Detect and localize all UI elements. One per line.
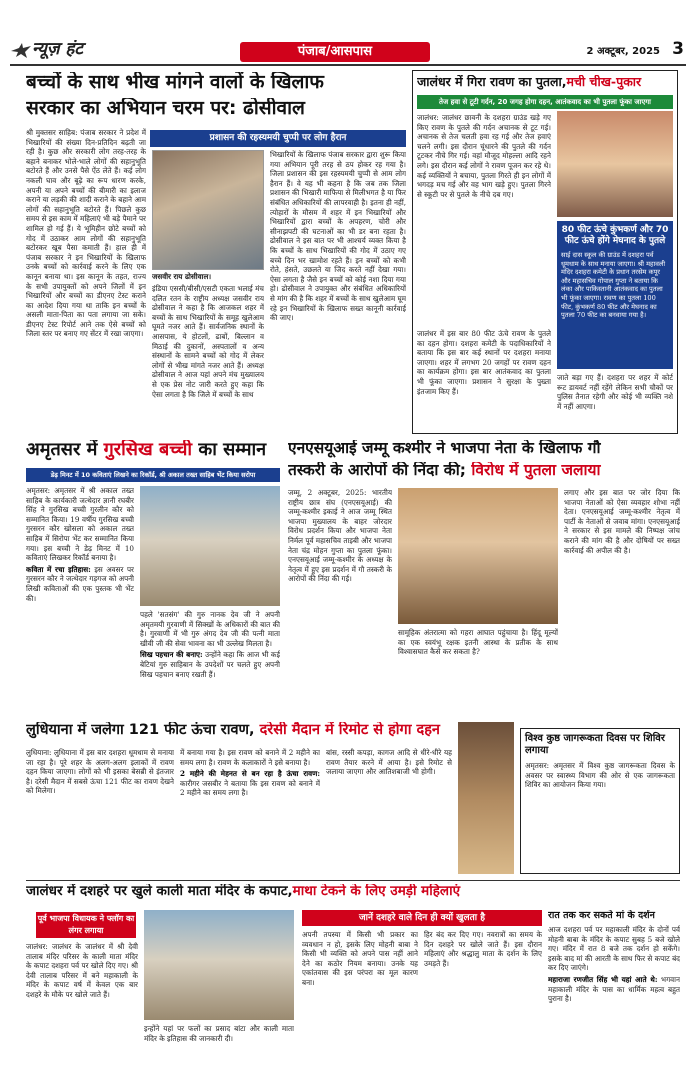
story4-col1-text: जम्मू, 2 अक्टूबर, 2025: भारतीय राष्ट्रीय छात्र संघ (एनएसयूआई) की जम्मू-कश्मीर इकाई ने आज जम्मू स्थित भाजपा मुख्यालय के बाहर जोरदार विरोध प्रदर्शन किया और भाजपा नेता निर्मल पूर्व महासचिव ताइबी और भाजपा नेता चंद्र मोहन गुप्ता का पुतला फूंका। एनएसयूआई जम्मू-कश्मीर के अध्यक्ष के नेतृत्व में हुए इस प्रदर्शन में गौ तस्करी के आरोपों की निंदा की गई। — [288, 488, 392, 584]
story4-headline-1: एनएसयूआई जम्मू कश्मीर ने भाजपा नेता के खिलाफ गौ — [288, 440, 601, 457]
story2-side — [557, 221, 673, 369]
story5-side — [520, 728, 680, 874]
story-nsui-protest — [288, 440, 680, 718]
story6-photo-caption: इन्होंने यहां पर फलों का प्रसाद बांटा और काली माता मंदिर के इतिहास की जानकारी दी। — [144, 1024, 294, 1043]
story1-col2-text: इंडिया एससी/बीसी/एसटी एकता भलाई मंच दलित रतन के राष्ट्रीय अध्यक्ष जसवीर राय ढोसीवाल ने कहा है कि आजकल शहर में बच्चों के साथ भिखारियों के समूह खुलेआम घूमते नजर आते हैं। सार्वजनिक स्थानों के आसपास, ये होटलों, ढाबों, बिल्लान व मिठाई की दुकानों, अस्पतालों व अन्य संस्थानों के सामने बच्चों को गोद में लेकर लोगों से भीख मांगते नजर आते हैं। अध्यक्ष ढोसीवाल ने आज यहां अपने मंच मुख्यालय से एक प्रेस नोट जारी करते हुए कहा कि ऐसा लगता है कि जिले में बच्चों के साथ — [152, 284, 264, 399]
story6-headline — [26, 884, 680, 906]
story6-right-sub: महाराजा रणजीत सिंह भी यहां आते थे: — [548, 974, 658, 984]
story5-side-body: अमृतसर: अमृतसर में विश्व कुष्ठ जागरूकता दिवस के अवसर पर स्वास्थ्य विभाग की ओर से एक जागरूकता शिविर का आयोजन किया गया। — [525, 761, 675, 790]
story6-headline-red: माथा टेकने के लिए उमड़ी महिलाएं — [292, 884, 461, 899]
story1-photo — [152, 150, 264, 270]
story3-col2 — [140, 610, 280, 712]
story6-right-body2: भगवान महाकाली मंदिर के पास का धार्मिक महत्व बहुत पुराना है। — [548, 974, 680, 1004]
story2-col1-text: जालंधर: जालंधर छावनी के दशहरा ग्राउंड खड़े गए किए रावण के पुतले की गर्दन अचानक से टूट गई। अचानक से तेज चलती हवा रह गई और तेज हवाएं चलने लगी। इस दौरान चूंधारने की पुतले की गर्दन टूटकर नीचे गिर गई। वहां मौजूद मोहल्ला आदि रहने लगे। इस दौरान कई लोगों ने रावण पूजन कर रहे थे। कई व्यक्तियों ने बचाया, पुतला गिरते ही इन लोगों में भगदड़ मच गई और वह भाग खड़े हुए। पुतला गिरने से स्कूटी पर से पुतले के नीचे दब गए। — [417, 113, 551, 199]
story5-sub: 2 महीने की मेहनत से बन रहा है ऊंचा रावण: — [180, 769, 320, 779]
story3-headline-2: का सम्मान — [198, 440, 267, 460]
story5-headline-red: दरेसी मैदान में रिमोट से होगा दहन — [259, 722, 440, 738]
story3-col1-text: अमृतसर: अमृतसर में श्री अकाल तख्त साहिब के कार्यकारी जत्थेदार ज्ञानी रघबीर सिंह ने गुरसिख बच्ची गुरलीन कौर को सम्मानित किया। 19 वर्षीय गुरसिख बच्ची गुरसरन कौर खोसला को अकाल तख्त साहिब में सिरोपा भेंट कर सम्मानित किया गया। इस बच्ची ने डेढ़ मिनट में 10 कविताएं लिखकर रिकॉर्ड बनाया है। — [26, 486, 134, 563]
story4-col3 — [564, 488, 680, 716]
story3-sub2: सिख पहचान की बनाए: — [140, 650, 203, 660]
story2-headline — [417, 75, 677, 93]
story1-col1-text: श्री मुक्तसर साहिब: पंजाब सरकार ने प्रदेश में भिखारियों की संख्या दिन-प्रतिदिन बढ़ती जा रही है। कुछ और सरकारी लोग तरह-तरह के बहाने बनाकर भोले-भाले लोगों की सहानुभूति बटोरते हैं और उनसे पैसे ऐंठ लेते हैं। कई लोग नकली घाव और बूढ़े का रूप धारण करके, अपनी या अपने बच्चों की बीमारी का इलाज कराने या लड़की की शादी कराने के बहाने आम लोगों की सहानुभूति बटोरते हैं। पिछले कुछ समय से इस काम में महिलाएं भी बड़े पैमाने पर शामिल हो गई हैं। ये भूमिहीन छोटे बच्चों को गोद में उठाकर आम लोगों की सहानुभूति बटोरकर खूब पैसा कमाती हैं। हाल ही में पंजाब सरकार ने इन भिखारियों के खिलाफ उनके बच्चों को कार्रवाई करने के लिए एक कानून बनाया था। इस कानून के तहत, राज्य के सभी उपायुक्तों को अपने जिलों में इन भिखारियों और बच्चों का डीएनए टेस्ट कराने का आदेश दिया गया था ताकि इन बच्चों के असली माता-पिता का पता लगाया जा सके। डीएनए टेस्ट रिपोर्ट आने तक ऐसे बच्चों को जिला स्तर पर बनाए गए सेंटर में रखा जाएगा। — [26, 128, 146, 339]
story6-right-b — [548, 975, 680, 1004]
story4-headline-red: विरोध में पुतला जलाया — [471, 462, 601, 479]
story1-col3-text: भिखारियों के खिलाफ पंजाब सरकार द्वारा शुरू किया गया अभियान पूरी तरह से ठप होकर रह गया है। जिला प्रशासन की इस रहस्यमयी चुप्पी से आम लोग हैरान हैं। वे यह भी कहना है कि जब तक जिला प्रशासन की भिखारी माफिया से मिलीभगत है या फिर संबंधित अधिकारियों की लापरवाही है। इतना ही नहीं, त्योहारों के मौसम में शहर में इन भिखारियों और भिखारियों द्वारा बच्चों के अपहरण, चोरी और सीनाझपटी की घटनाओं का भी डर बना रहता है। ढोसीवाल ने इस बात पर भी आश्चर्य व्यक्त किया है कि बच्चों के साथ भिखारियों की गोद में उठाए गए बच्चे दिन भर खामोश रहते हैं। इन बच्चों को कभी रोते, हंसते, उछलते या जिद करते नहीं देखा गया। ऐसा लगता है जैसे इन बच्चों को कोई नशा दिया गया हो। ढोसीवाल ने उपायुक्त और संबंधित अधिकारियों से मांग की है कि शहर में बच्चों के साथ खुलेआम घूम रहे इन भिखारियों के खिलाफ सख्त कानूनी कार्रवाई की जाए। — [270, 150, 406, 323]
story1-col2 — [152, 284, 264, 434]
story5-col1 — [26, 748, 174, 874]
story3-col2b-text: उन्होंने कहा कि आज भी कई बेटियां गुरु साहिबान के उपदेशों पर चलते हुए अपनी सिख पहचान बनाए रखती हैं। — [140, 650, 280, 679]
story6-right-title: रात तक कर सकते मां के दर्शन — [548, 910, 655, 921]
story4-photo — [398, 488, 558, 624]
page-number: 3 — [672, 40, 684, 59]
story2-side-body: साई दास स्कूल की ग्राउंड में दशहरा पर्व धूमधाम के साथ मनाया जाएगा। श्री महावली मंदिर दशहरा कमेटी के प्रधान तरसेम कपूर और महासचिव गोपाल गुप्ता ने बताया कि लंका और पाकिस्तानी आतंकवाद का पुतला भी फूंका जाएगा। रावण का पुतला 100 फीट, कुंभकर्ण 80 फीट और मेघनाद का पुतला 70 फीट का बनवाया गया है। — [561, 251, 666, 320]
masthead-date: 2 अक्टूबर, 2025 — [586, 46, 660, 57]
story3-col2b — [140, 650, 280, 679]
story3-photo — [140, 486, 280, 606]
story3-headline — [26, 440, 280, 466]
story2-kicker: तेज हवा से टूटी गर्दन, 20 जगह होगा दहन, आतंकवाद का भी पुतला फूंका जाएगा — [417, 95, 673, 109]
story5-headline-1: लुधियाना में जलेगा 121 फीट ऊंचा रावण, — [26, 722, 255, 738]
story3-col1b — [26, 565, 134, 603]
story3-col2-text: पहले 'सतसंग' की गुरु नानक देव जी ने अपनी अमृतमयी गुरवाणी में सिक्खों के अधिकारों की बात की है। गुरवाणी में भी गुरु अंगद देव जी की पत्नी माता खीवी जी की सेवा भावना का भी उल्लेख मिलता है। — [140, 610, 280, 648]
story5-col2 — [180, 748, 320, 874]
story3-headline-1: अमृतसर में — [26, 440, 98, 460]
masthead-section: पंजाब/आसपास — [240, 42, 430, 62]
story6-photo — [144, 910, 294, 1020]
story-amritsar-girl — [26, 440, 280, 714]
story6-mid-col1 — [302, 930, 418, 1072]
story3-kicker: डेढ़ मिनट में 10 कविताएं लिखने का रिकॉर्ड, श्री अकाल तख्त साहिब भेंट किया सरोपा — [26, 468, 280, 482]
story1-col1 — [26, 128, 146, 434]
story-beggars — [26, 70, 408, 436]
story5-photo — [458, 722, 514, 874]
story5-col2-text: में बनाया गया है। इस रावण को बनाने में 2 महीने का समय लगा है। रावण के कलाकारों ने इसे बनाया है। — [180, 748, 320, 767]
story-kali-mata-temple — [26, 880, 680, 1074]
story1-headline-1: बच्चों के साथ भीख मांगने वालों के खिलाफ — [26, 72, 324, 93]
story3-sub1: कविता में रचा इतिहास: — [26, 564, 91, 574]
eagle-logo-icon — [10, 42, 32, 60]
story-ludhiana-ravan — [26, 722, 680, 876]
story2-side-foot: जाते बड़ा गए हैं। दशहरा पर शहर में कोर्ट रूट डायवर्ट नहीं रहेंगे लेकिन सभी चौकों पर पुलिस तैनात रहेगी और कोई भी व्यक्ति नशे में नहीं आएगा। — [557, 373, 673, 411]
story3-col1 — [26, 486, 134, 712]
story1-kicker: प्रशासन की रहस्यमयी चुप्पी पर लोग हैरान — [150, 130, 406, 147]
masthead-rule — [10, 64, 686, 66]
story6-col1-text: जालंधर: जालंधर के जालंधर में श्री देवी तालाब मंदिर परिसर के काली माता मंदिर के कपाट दशहरा पर्व पर खोले दिए गए। श्री देवी तालाब परिसर में बने महाकाली के मंदिर के कपाट वर्ष में केवल एक बार दशहरे के मौके पर खोले जाते हैं। — [26, 942, 138, 999]
story2-side-title: 80 फीट ऊंचे कुंभकर्ण और 70 फीट ऊंचे होंगे मेघनाद के पुतले — [561, 225, 669, 246]
story4-headline-2: तस्करी के आरोपों की निंदा की; — [288, 462, 466, 479]
story2-col2-text: जालंधर में इस बार 80 फीट ऊंचे रावण के पुतले का दहन होगा। दशहरा कमेटी के पदाधिकारियों ने बताया कि इस बार कई स्थानों पर दशहरा मनाया जाएगा। शहर में लगभग 20 जगहों पर रावण दहन का कार्यक्रम होगा। इस बार आतंकवाद का पुतला भी फूंका जाएगा। प्रशासन ने सुरक्षा के पुख्ता इंतजाम किए हैं। — [417, 329, 551, 396]
story4-col2 — [398, 628, 558, 716]
story3-col1b-text: इस अवसर पर गुरसरन कौर ने जत्थेदार गड़गज को अपनी लिखी कविताओं की एक पुस्तक भी भेंट की। — [26, 564, 134, 603]
story5-col2b-text: कारीगर जसबीर ने बताया कि इस रावण को बनाने में 2 महीने का समय लगा है। — [180, 778, 320, 798]
story6-right — [548, 910, 680, 1072]
story4-col2-text: सामूहिक अंतरात्मा को गहरा आघात पहुंचाया है। हिंदू मूल्यों का एक स्वयंभू रक्षक इतनी आस्था के प्रतीक के साथ विश्वासघात कैसे कर सकता है? — [398, 628, 558, 657]
story6-headline-1: जालंधर में दशहरे पर खुले काली माता मंदिर के कपाट, — [26, 884, 293, 899]
story-jalandhar-ravan — [412, 70, 678, 434]
story2-photo — [557, 111, 673, 217]
story4-headline-2-wrap — [288, 462, 680, 484]
story3-headline-red: गुरसिख बच्ची — [103, 440, 193, 460]
story5-headline — [26, 722, 506, 744]
story6-mid-title: जानें दशहरे वाले दिन ही क्यों खुलता है — [302, 910, 542, 926]
masthead-logo: न्यूज़ हंट — [32, 40, 84, 59]
story2-col1b — [417, 329, 551, 429]
story6-col1 — [26, 942, 138, 1072]
story1-headline-2: सरकार का अभियान चरम पर: ढोसीवाल — [26, 98, 305, 119]
story1-photo-caption: जसवीर राय ढोसीवाल। — [152, 272, 212, 281]
story2-headline-red: मची चीख-पुकार — [566, 75, 642, 89]
story5-col3 — [326, 748, 452, 874]
story6-mid-col2 — [424, 930, 542, 1072]
story6-right-body: आज दशहरा पर्व पर महाकाली मंदिर के दोनों पर्व मोहनी बाबा के मंदिर के कपाट सुबह 5 बजे खोले गए। मंदिर में रात 8 बजे तक दर्शन हो सकेंगे। इसके बाद मां की आरती के साथ फिर से कपाट बंद कर दिए जाएंगे। — [548, 925, 680, 973]
story6-photo-caption-wrap — [144, 1024, 294, 1072]
story2-sub-wrap — [557, 373, 673, 431]
story6-mid-col2-text: हिर बंद कर दिए गए। नवरात्रों का समय के दिन दशहरे पर खोले जाते हैं। इस दौरान महिलाएं और श्रद्धालु माता के दर्शन के लिए उमड़ते हैं। — [424, 930, 542, 968]
story5-col3-text: बांस, रस्सी कपड़ा, कागज आदि से धीरे-धीरे यह रावण तैयार करने में आया है। इसे रिमोट से जलाया जाएगा और आतिशबाजी भी होगी। — [326, 748, 452, 777]
story4-col1 — [288, 488, 392, 716]
story1-headline-2a — [26, 98, 408, 122]
story5-col2b — [180, 769, 320, 798]
masthead — [0, 0, 696, 70]
story2-col1 — [417, 113, 551, 327]
story2-headline-1: जालंधर में गिरा रावण का पुतला, — [417, 75, 567, 89]
story4-col3-text: लगाए और इस बात पर जोर दिया कि भाजपा नेताओं को ऐसा व्यवहार शोभा नहीं देता। एनएसयूआई जम्मू-कश्मीर नेतृत्व में पार्टी के नेताओं से जवाब मांगा। एनएसयूआई ने सरकार से इस मामले की निष्पक्ष जांच कराने की मांग की है और दोषियों पर सख्त कार्रवाई की अपील की है। — [564, 488, 680, 555]
story6-kicker: पूर्व भाजपा विधायक ने फ्लॉग का लंगर लगाया — [36, 912, 136, 938]
story1-col3 — [270, 150, 406, 434]
story6-top-rule — [26, 880, 680, 881]
story5-col1-text: लुधियाना: लुधियाना में इस बार दशहरा धूमधाम से मनाया जा रहा है। पूरे शहर के अलग-अलग इलाकों में रावण दहन किया जाएगा। लोगों को भी इसका बेसब्री से इंतजार है। दरेसी मैदान में सबसे ऊंचा 121 फीट का रावण देखने को मिलेगा। — [26, 748, 174, 796]
story6-mid-col1-text: अपनी तपस्या में किसी भी प्रकार का व्यवधान न हो, इसके लिए मोहनी बाबा ने किसी भी व्यक्ति को अपने पास नहीं आने देने का कठोर नियम बनाया। उनके यह एकांतवास की इस परंपरा का मूल कारण बना। — [302, 930, 418, 987]
story5-side-title: विश्व कुष्ठ जागरूकता दिवस पर शिविर लगाया — [525, 733, 665, 756]
